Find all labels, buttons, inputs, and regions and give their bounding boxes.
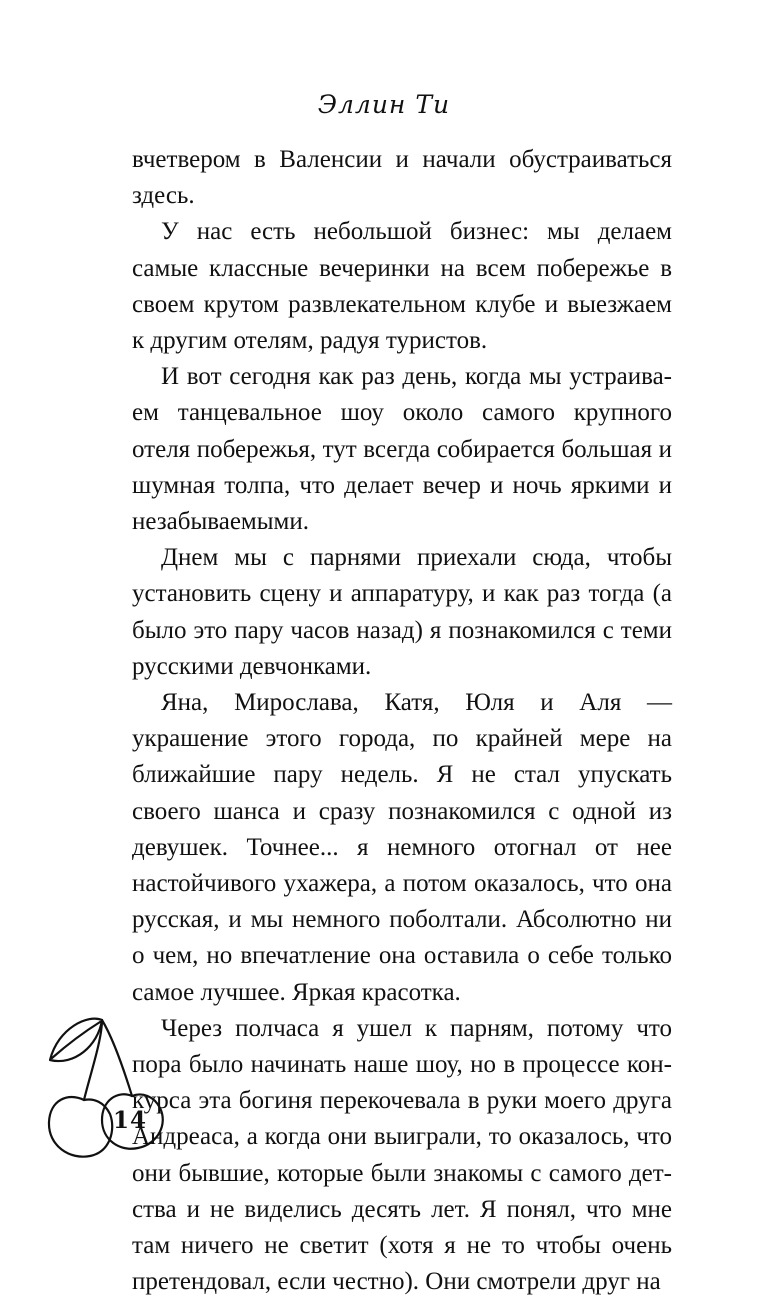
cherry-icon [40,1000,175,1175]
running-header: Эллин Ти [317,90,451,119]
paragraph: Через полчаса я ушел к парням, потому что пора было начинать наше шоу, но в процессе конкурса эта богиня перекочевала в руки моего друга Андреаса, а когда они выиграли, то оказалось, что они бывшие, которые были знакомы с самого детства и не виделись десять лет. Я понял, что мне там ничего не светит (хотя я не то чтобы очень претендовал, если честно). Они смотрели друг на [132,1014,672,1296]
paragraph-continuation: вчетвером в Валенсии и начали обустраиваться здесь. [132,146,672,210]
body-text [132,142,672,1301]
paragraph: Яна, Мирослава, Катя, Юля и Аля — украшение этого города, по крайней мере на ближайшие пару недель. Я не стал упускать своего шанса и сразу познакомился с одной из девушек. Точнее... я немного отогнал от нее настойчивого ухажера, а потом оказалось, что она русская, и мы немного поболтали. Абсолютно ни о чем, но впечатление она оставила о себе только самое лучшее. Яркая красотка. [132,689,672,1006]
page-number: 14 [112,1107,147,1134]
paragraph: И вот сегодня как раз день, когда мы устраиваем танцевальное шоу около самого крупного отеля побережья, тут всегда собирается большая и шумная толпа, что делает вечер и ночь яркими и незабываемыми. [132,363,672,536]
paragraph: У нас есть небольшой бизнес: мы делаем самые классные вечеринки на всем побережье в своем крутом развлекательном клубе и выезжаем к другим отелям, радуя туристов. [132,218,672,355]
paragraph: Днем мы с парнями приехали сюда, чтобы установить сцену и аппаратуру, и как раз тогда (а было это пару часов назад) я познакомился с теми русскими девчонками. [132,544,672,680]
